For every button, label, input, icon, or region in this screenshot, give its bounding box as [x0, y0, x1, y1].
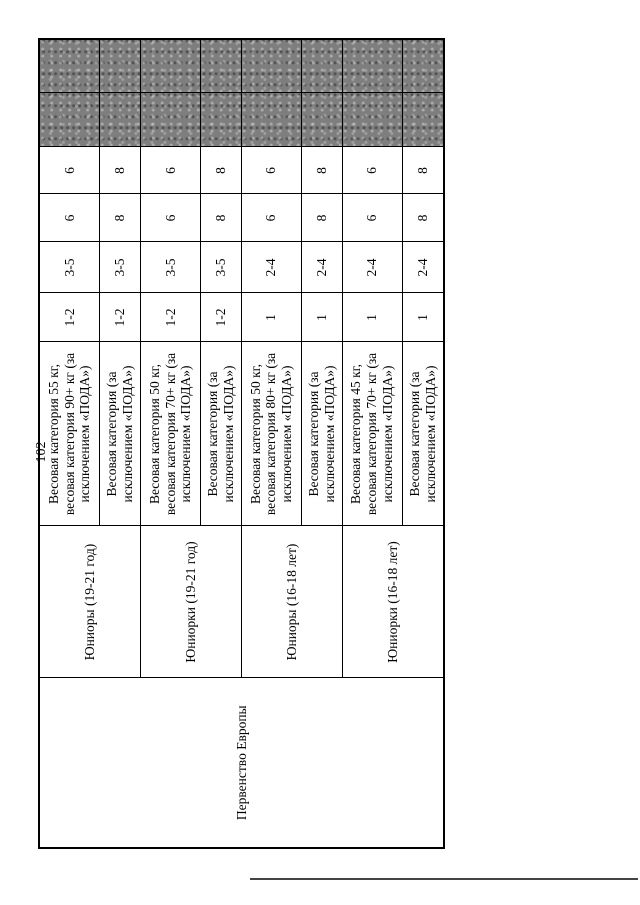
value-cell: 6: [241, 147, 301, 194]
category-cell: Весовая категория (за исключением «ПОДА»): [200, 342, 241, 526]
value-cell: 1: [402, 293, 444, 342]
value-cell: 3-5: [141, 242, 201, 293]
shaded-cell: [200, 39, 241, 93]
value-cell: 8: [402, 194, 444, 242]
value-cell: 8: [200, 147, 241, 194]
value-cell: 6: [39, 147, 99, 194]
category-cell: Весовая категория 50 кг, весовая категория 80+ кг (за исключением «ПОДА»): [241, 342, 301, 526]
shaded-cell: [99, 93, 140, 147]
category-cell: Весовая категория 45 кг, весовая категория 70+ кг (за исключением «ПОДА»): [342, 342, 402, 526]
value-cell: 2-4: [402, 242, 444, 293]
value-cell: 1-2: [141, 293, 201, 342]
shaded-cell: [241, 93, 301, 147]
value-cell: 2-4: [342, 242, 402, 293]
shaded-cell: [241, 39, 301, 93]
value-cell: 8: [301, 194, 342, 242]
value-cell: 8: [301, 147, 342, 194]
value-cell: 3-5: [99, 242, 140, 293]
category-cell: Весовая категория 50 кг, весовая категория 70+ кг (за исключением «ПОДА»): [141, 342, 201, 526]
shaded-cell: [39, 39, 99, 93]
category-cell: Весовая категория (за исключением «ПОДА»): [402, 342, 444, 526]
category-cell: Весовая категория (за исключением «ПОДА»): [301, 342, 342, 526]
value-cell: 1: [301, 293, 342, 342]
value-cell: 6: [241, 194, 301, 242]
rotated-table-frame: [38, 40, 445, 849]
category-cell: Весовая категория 55 кг, весовая категория 90+ кг (за исключением «ПОДА»): [39, 342, 99, 526]
value-cell: 6: [342, 147, 402, 194]
event-cell: Первенство Европы: [39, 678, 444, 848]
value-cell: 3-5: [39, 242, 99, 293]
value-cell: 8: [200, 194, 241, 242]
value-cell: 6: [39, 194, 99, 242]
shaded-cell: [402, 93, 444, 147]
value-cell: 6: [141, 194, 201, 242]
shaded-cell: [39, 93, 99, 147]
shaded-cell: [342, 39, 402, 93]
value-cell: 1: [241, 293, 301, 342]
value-cell: 8: [99, 194, 140, 242]
shaded-cell: [402, 39, 444, 93]
value-cell: 1-2: [200, 293, 241, 342]
value-cell: 2-4: [301, 242, 342, 293]
value-cell: 3-5: [200, 242, 241, 293]
page-number: 102: [34, 441, 49, 463]
age-group-cell: Юниорки (16-18 лет): [342, 526, 444, 678]
shaded-cell: [200, 93, 241, 147]
category-cell: Весовая категория (за исключением «ПОДА»): [99, 342, 140, 526]
value-cell: 6: [141, 147, 201, 194]
value-cell: 1: [342, 293, 402, 342]
value-cell: 6: [342, 194, 402, 242]
value-cell: 1-2: [99, 293, 140, 342]
value-cell: 2-4: [241, 242, 301, 293]
age-group-cell: Юниоры (16-18 лет): [241, 526, 342, 678]
age-group-cell: Юниоры (19-21 год): [39, 526, 141, 678]
value-cell: 8: [402, 147, 444, 194]
shaded-cell: [99, 39, 140, 93]
value-cell: 8: [99, 147, 140, 194]
shaded-cell: [301, 39, 342, 93]
shaded-cell: [141, 39, 201, 93]
value-cell: 1-2: [39, 293, 99, 342]
table-row: [39, 39, 99, 848]
shaded-cell: [141, 93, 201, 147]
shaded-cell: [342, 93, 402, 147]
age-group-cell: Юниорки (19-21 год): [141, 526, 242, 678]
scan-edge-line: [250, 878, 638, 880]
results-table: [38, 38, 445, 849]
shaded-cell: [301, 93, 342, 147]
